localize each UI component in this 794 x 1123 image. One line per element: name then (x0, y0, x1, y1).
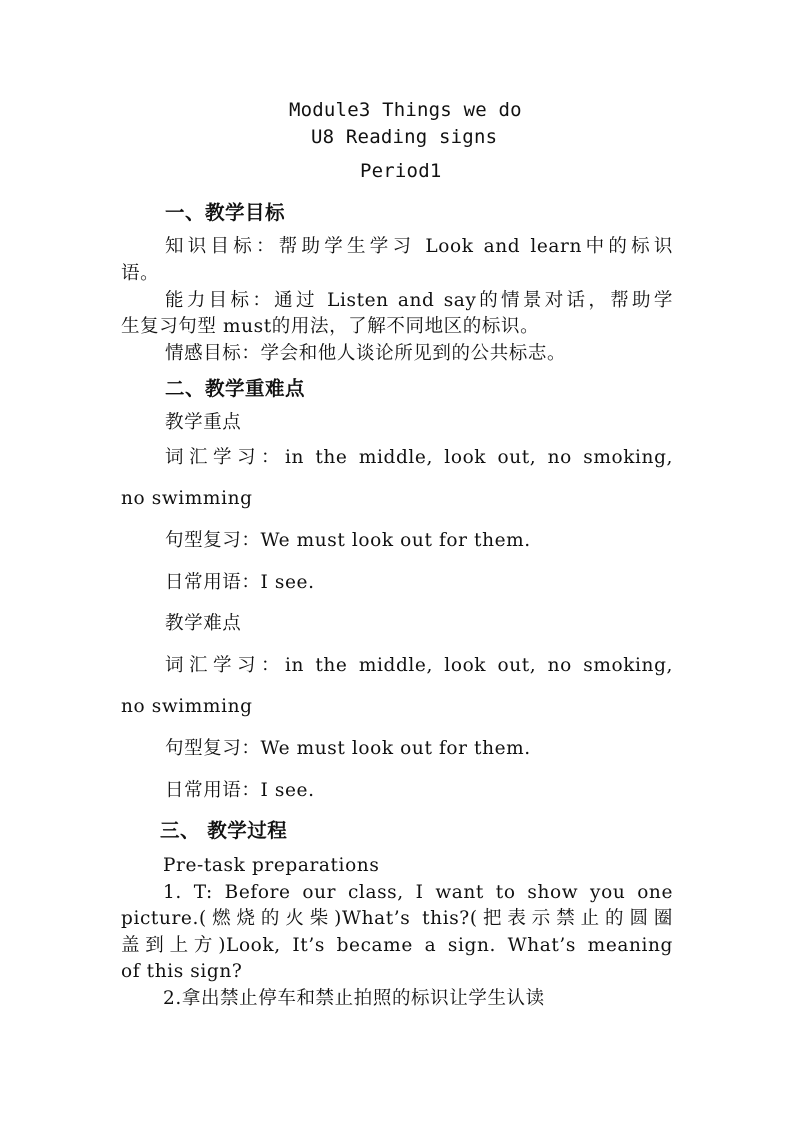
key-vocab-line2: no swimming (121, 488, 253, 509)
difficult-vocab-line2: no swimming (121, 696, 253, 717)
section-heading-process: 三、 教学过程 (160, 819, 288, 842)
section-heading-objectives: 一、教学目标 (165, 201, 286, 224)
pre-task-subheading: Pre-task preparations (163, 855, 380, 876)
step1-line3: 盖到上方)Look, It’s became a sign. What’s meaning (121, 935, 673, 956)
unit-title: U8 Reading signs (311, 126, 498, 148)
difficult-vocab-line1: 词汇学习：in the middle, look out, no smoking, (165, 655, 673, 676)
knowledge-objective-line2: 语。 (121, 263, 160, 284)
ability-objective-line1: 能力目标：通过 Listen and say的情景对话，帮助学 (165, 290, 673, 311)
step1-line2: picture.(燃烧的火柴)What’s this?(把表示禁止的圆圈 (121, 908, 673, 929)
period-title: Period1 (360, 160, 442, 182)
knowledge-objective-line1: 知识目标：帮助学生学习 Look and learn中的标识 (165, 236, 673, 257)
difficult-sentence: 句型复习：We must look out for them. (165, 738, 531, 759)
difficult-points-label: 教学难点 (165, 613, 242, 634)
step1-line1: 1. T: Before our class, I want to show you one (163, 882, 673, 903)
section-heading-key-points: 二、教学重难点 (165, 377, 306, 400)
key-daily-expression: 日常用语：I see. (165, 572, 315, 593)
step2: 2.拿出禁止停车和禁止拍照的标识让学生认读 (163, 988, 545, 1009)
step1-line4: of this sign? (121, 961, 243, 982)
key-sentence: 句型复习：We must look out for them. (165, 530, 531, 551)
key-points-label: 教学重点 (165, 412, 242, 433)
emotion-objective: 情感目标：学会和他人谈论所见到的公共标志。 (165, 343, 567, 364)
module-title: Module3 Things we do (289, 99, 522, 121)
difficult-daily-expression: 日常用语：I see. (165, 780, 315, 801)
key-vocab-line1: 词汇学习：in the middle, look out, no smoking, (165, 447, 673, 468)
ability-objective-line2: 生复习句型 must的用法，了解不同地区的标识。 (121, 316, 540, 337)
